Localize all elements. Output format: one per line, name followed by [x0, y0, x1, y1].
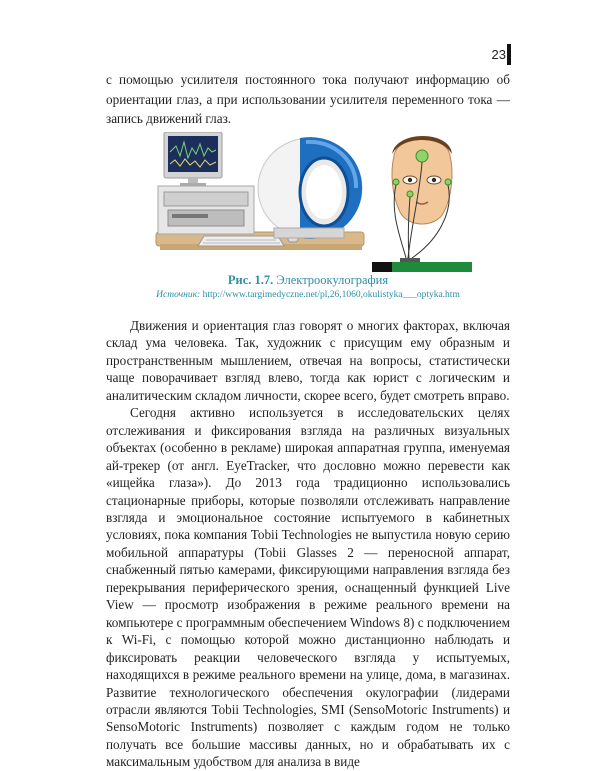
figure-illustration [150, 132, 480, 274]
keyboard-icon [198, 236, 284, 246]
electrooculography-illustration [150, 132, 480, 274]
perimeter-device-icon [258, 137, 362, 239]
figure-title: Электроокулография [276, 273, 389, 287]
body-text [106, 317, 510, 771]
figure-label: Рис. 1.7. [227, 273, 274, 287]
monitor-icon [164, 132, 222, 186]
source-label: Источник: [156, 290, 201, 300]
equipment-cabinet [158, 186, 254, 234]
body-paragraph-1: Движения и ориентация глаз говорят о многих факторах, включая склад ума человека. Так, художник с присущим ему образным и пространственным мышлением, отвечая на вопросы, статистически чаще поворачивает взгляд влево, тогда как юрист с логическим и аналитическим складом личности, скорее всего, будет смотреть вправо. [106, 318, 510, 403]
figure-caption [106, 273, 510, 288]
page-number: 23 [491, 47, 506, 62]
body-paragraph-2: Сегодня активно используется в исследовательских целях отслеживания и фиксирования взгляда на различных визуальных объектах (особенно в рекламе) широкая аппаратная группа, именуемая ай-трекер (от англ. EyeTracker, что дословно можно перевести как «ищейка глаза»). До 2013 года традиционно использовались стационарные приборы, которые позволяли отслеживать направление взгляда и эмоциональное состояние испытуемого в кабинетных условиях, пока компания Tobii Technologies не выпустила новую серию мобильной аппаратуры (Tobii Glasses 2 — переносной аппарат, снабженный пятью камерами, фиксирующими направления взгляда без перекрывания периферического зрения, оснащенный функцией Live View — просмотр изображения в режиме реального времени на компьютере с программным обеспечением Windows 8) с подключением к Wi-Fi, с помощью которой можно дистанционно наблюдать и фиксировать реакции человеческого взгляда у испытуемых, находящихся в режиме реального времени на улице, дома, в магазинах. Развитие технологического обеспечения окулографии (лидерами отрасли являются Tobii Technologies, SMI (SensoMotoric Instruments) и SensoMotoric Instruments) позволяет с каждым годом не только получать все большие массивы данных, но и обрабатывать их с максимальным удобством для анализа в виде [106, 405, 510, 770]
page-number-bar [507, 44, 511, 65]
source-url: http://www.targimedyczne.net/pl,26,1060,okulistyka___optyka.htm [202, 290, 460, 300]
intro-paragraph: с помощью усилителя постоянного тока получают информацию об ориентации глаз, а при использовании усилителя переменного тока — запись движений глаз. [106, 72, 510, 126]
head-with-electrodes-icon [392, 136, 452, 264]
figure-source [106, 289, 510, 301]
